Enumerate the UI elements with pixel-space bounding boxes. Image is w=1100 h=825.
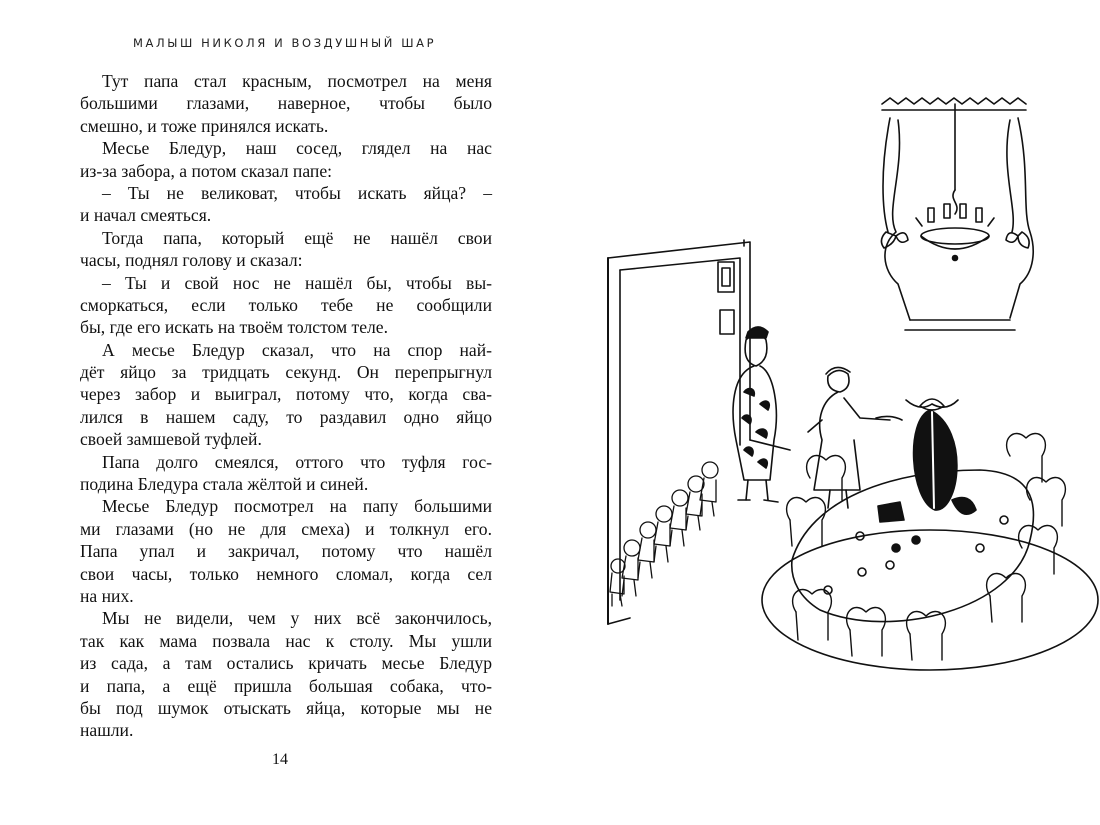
text-line: – Ты не великоват, чтобы искать яйца? –	[102, 182, 492, 203]
text-line: бы под шумок отыскать яйца, которые мы не	[80, 697, 492, 718]
text-line: и папа, а ещё пришла большая собака, что-	[80, 675, 492, 696]
text-line: Тогда папа, который ещё не нашёл свои	[102, 227, 492, 248]
text-line: нашли.	[80, 720, 134, 741]
text-line: Папа долго смеялся, оттого что туфля гос-	[102, 451, 492, 472]
text-line: большими глазами, наверное, чтобы было	[80, 93, 492, 114]
text-line: из сада, а там остались кричать месье Бледур	[80, 653, 492, 674]
text-line: через забор и выиграл, потому что, когда сва-	[80, 384, 492, 405]
text-line: часы, поднял голову и сказал:	[80, 250, 303, 271]
text-line: подина Бледура стала жёлтой и синей.	[80, 474, 369, 495]
text-line: Месье Бледур посмотрел на папу большими	[102, 496, 492, 517]
children-line-drawing	[610, 462, 718, 606]
window-drawing	[881, 98, 1033, 330]
text-line: лился в нашем саду, то раздавил одно яйцо	[80, 406, 492, 427]
text-line: и начал смеяться.	[80, 205, 212, 226]
illustration	[560, 0, 1100, 825]
text-line: своей замшевой туфлей.	[80, 429, 262, 450]
running-head: МАЛЫШ НИКОЛЯ И ВОЗДУШНЫЙ ШАР	[133, 36, 437, 50]
text-line: на них.	[80, 585, 134, 606]
text-line: дёт яйцо за тридцать секунд. Он перепрыгнул	[80, 362, 492, 383]
text-line: А месье Бледур сказал, что на спор най-	[102, 339, 492, 360]
body-text	[80, 70, 492, 742]
text-line: Тут папа стал красным, посмотрел на меня	[102, 71, 492, 91]
text-line: Мы не видели, чем у них всё закончилось,	[102, 608, 492, 629]
table-drawing	[762, 399, 1098, 670]
text-line: ми глазами (но не для смеха) и толкнул его.	[80, 518, 492, 539]
text-line: из-за забора, а потом сказал папе:	[80, 160, 333, 181]
text-line: сморкаться, если только тебе не сообщили	[80, 294, 492, 315]
right-page	[560, 0, 1100, 825]
text-line: так как мама позвала нас к столу. Мы ушли	[80, 630, 492, 651]
woman-figure-drawing	[808, 367, 902, 508]
text-line: бы, где его искать на твоём толстом теле.	[80, 317, 389, 338]
chandelier-drawing	[916, 190, 994, 261]
text-line: Папа упал и закричал, потому что нашёл	[80, 541, 492, 562]
page-number: 14	[272, 751, 288, 768]
text-line: смешно, и тоже принялся искать.	[80, 115, 329, 136]
text-line: свои часы, только немного сломал, когда сел	[80, 563, 492, 584]
text-line: – Ты и свой нос не нашёл бы, чтобы вы-	[102, 272, 492, 293]
text-line: Месье Бледур, наш сосед, глядел на нас	[102, 138, 492, 159]
